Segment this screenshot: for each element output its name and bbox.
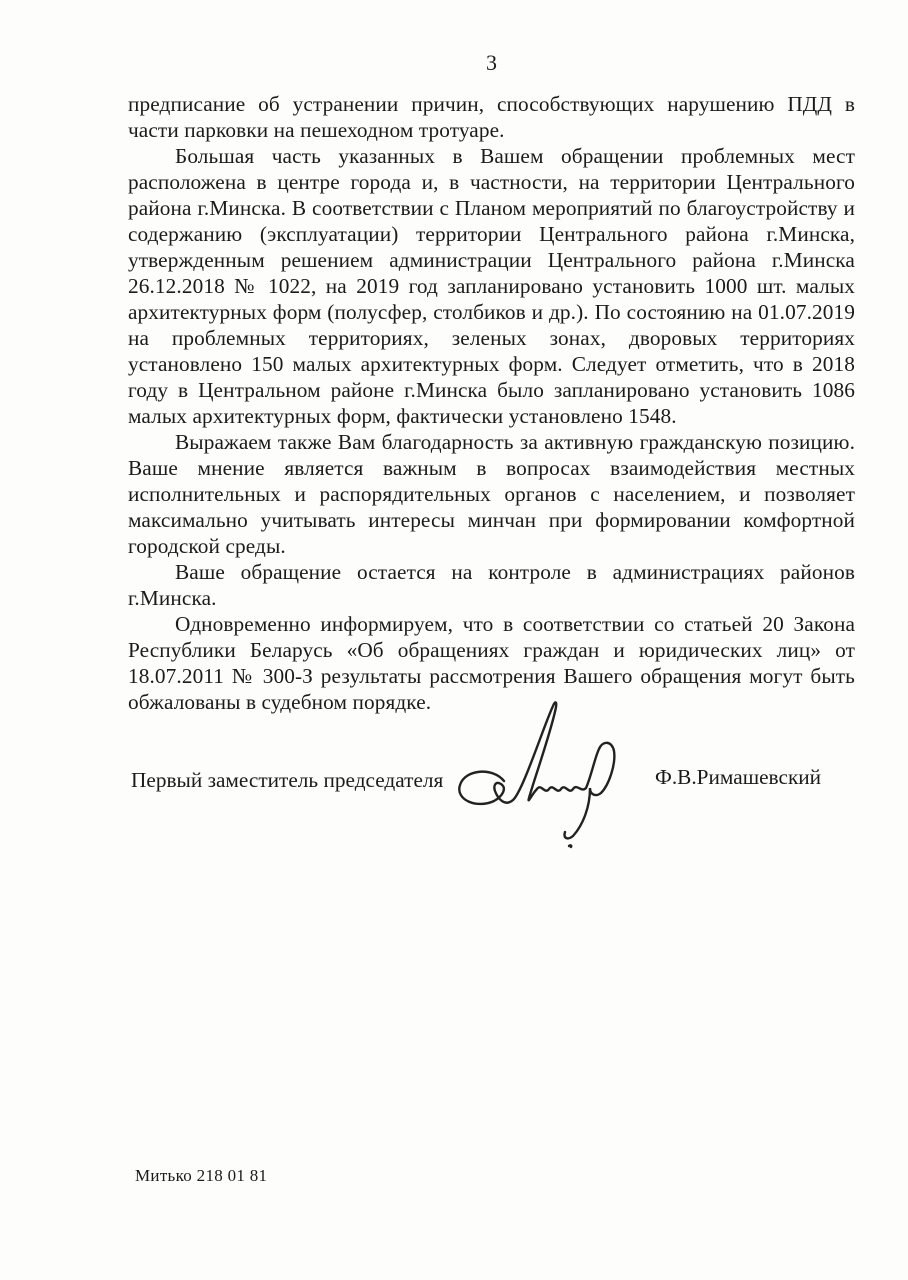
letter-body xyxy=(128,91,855,715)
signer-title: Первый заместитель председателя xyxy=(131,768,444,792)
handwritten-signature-icon xyxy=(449,697,635,853)
paragraph-appeal-rights: Одновременно информируем, что в соответствии со статьей 20 Закона Республики Беларусь «Об обращениях граждан и юридических лиц» от 18.07.2011 № 300-З результаты рассмотрения Вашего обращения могут быть обжалованы в судебном порядке. xyxy=(128,612,855,714)
paragraph-on-control: Ваше обращение остается на контроле в администрациях районов г.Минска. xyxy=(128,560,855,610)
executor-reference: Митько 218 01 81 xyxy=(135,1166,268,1185)
signer-name: Ф.В.Римашевский xyxy=(655,765,822,789)
paragraph-problem-areas: Большая часть указанных в Вашем обращении проблемных мест расположена в центре города и, в частности, на территории Центрального района г.Минска. В соответствии с Планом мероприятий по благоустройству и содержанию (эксплуатации) территории Центрального района г.Минска, утвержденным решением администрации Центрального района г.Минска 26.12.2018 № 1022, на 2019 год запланировано установить 1000 шт. малых архитектурных форм (полусфер, столбиков и др.). По состоянию на 01.07.2019 на проблемных территориях, зеленых зонах, дворовых территориях установлено 150 малых архитектурных форм. Следует отметить, что в 2018 году в Центральном районе г.Минска было запланировано установить 1086 малых архитектурных форм, фактически установлено 1548. xyxy=(128,144,855,428)
page-number: 3 xyxy=(486,50,497,75)
paragraph-gratitude: Выражаем также Вам благодарность за активную гражданскую позицию. Ваше мнение является важным в вопросах взаимодействия местных исполнительных и распорядительных органов с населением, и позволяет максимально учитывать интересы минчан при формировании комфортной городской среды. xyxy=(128,430,855,558)
paragraph-continuation: предписание об устранении причин, способствующих нарушению ПДД в части парковки на пешеходном тротуаре. xyxy=(128,92,855,142)
